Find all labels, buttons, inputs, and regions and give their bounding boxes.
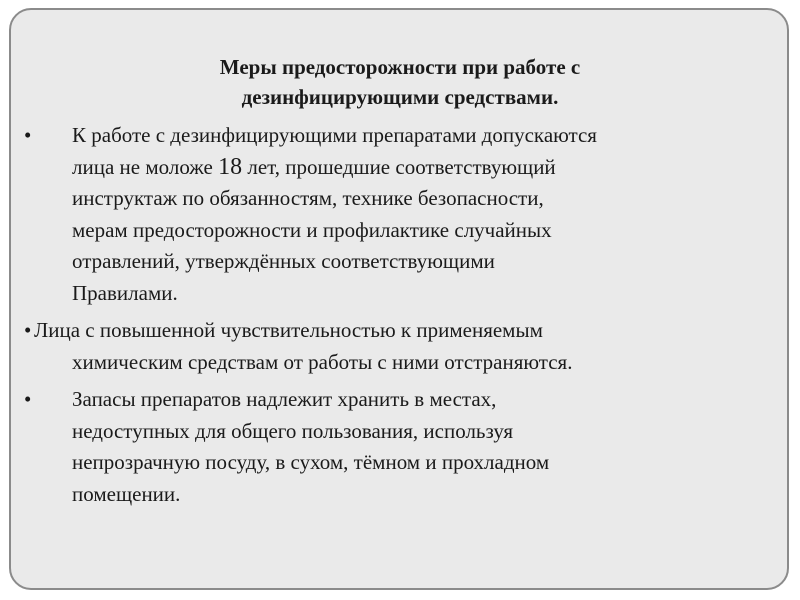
bullet-item-1-line-1 <box>24 120 764 152</box>
bullet-item-1-line-2 <box>24 152 764 184</box>
bullet-icon: • <box>24 387 32 411</box>
bullet-3-text-line-1: Запасы препаратов надлежит хранить в местах, <box>72 387 497 411</box>
bullet-item-3-line-1 <box>24 384 764 416</box>
bullet-1-text-line-4: мерам предосторожности и профилактике случайных <box>72 217 552 242</box>
bullet-3-text-line-3: непрозрачную посуду, в сухом, тёмном и прохладном <box>72 450 550 474</box>
bullet-icon: • <box>24 123 32 147</box>
bullet-item-3 <box>24 384 764 510</box>
bullet-list <box>24 120 764 516</box>
slide-title-line-2: дезинфицирующими средствами. <box>241 85 559 109</box>
bullet-3-text-line-4: помещении. <box>72 481 181 506</box>
bullet-1-text-line-2b: лет, прошедшие соответствующий <box>242 154 556 179</box>
bullet-1-age-number: 18 <box>218 153 243 180</box>
bullet-item-1 <box>24 120 764 309</box>
bullet-2-text-line-2: химическим средствам от работы с ними отстраняются. <box>72 349 573 374</box>
bullet-1-text-line-2a: лица не моложе <box>72 154 219 179</box>
bullet-2-text-line-1: Лица с повышенной чувствительностью к применяемым <box>34 318 543 342</box>
bullet-1-text-line-6: Правилами. <box>72 280 178 305</box>
bullet-1-text-line-5: отравлений, утверждённых соответствующими <box>72 249 495 273</box>
slide-title <box>100 52 700 112</box>
bullet-item-2 <box>24 315 764 378</box>
bullet-1-text-line-3: инструктаж по обязанностям, технике безопасности, <box>72 186 544 210</box>
bullet-item-2-line-1 <box>24 315 764 347</box>
bullet-icon: • <box>24 318 32 342</box>
bullet-3-text-line-2: недоступных для общего пользования, используя <box>72 418 513 443</box>
slide-title-line-1: Меры предосторожности при работе с <box>219 55 581 79</box>
bullet-1-text-line-1: К работе с дезинфицирующими препаратами допускаются <box>72 123 597 147</box>
